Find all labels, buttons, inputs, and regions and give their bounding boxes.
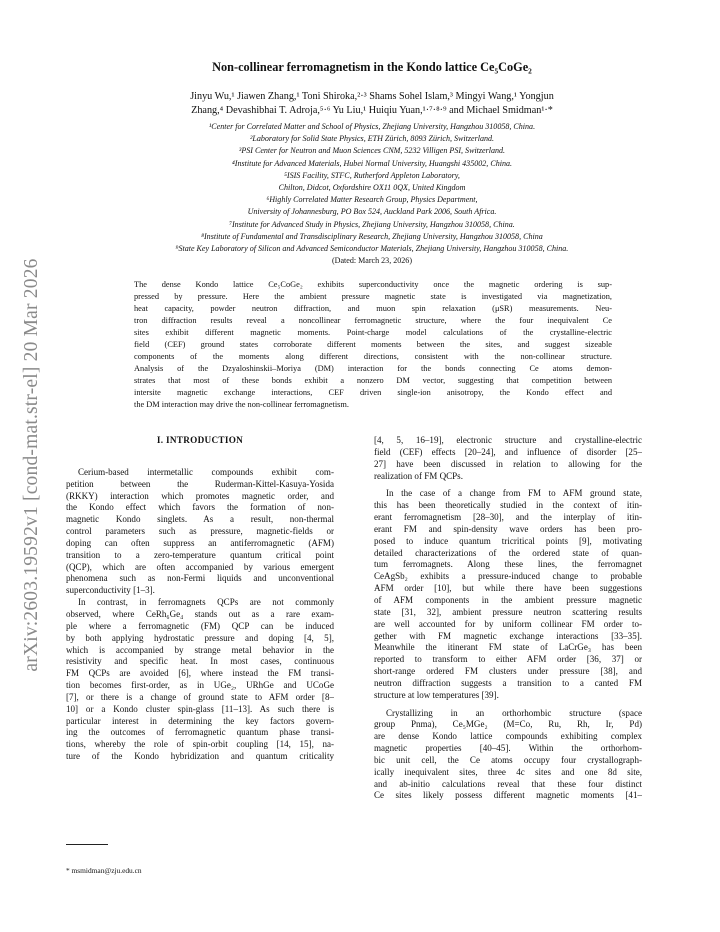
text-line: field (CEF) effects [20–24], and influence of disorder [25– <box>374 446 642 457</box>
text-line: doping can often suppress an antiferromagnetic (AFM) <box>66 537 334 548</box>
text-line: In contrast, in ferromagnets QCPs are not commonly <box>78 597 334 608</box>
abstract-line: tron diffraction results reveal a noncollinear ferromagnetic structure, where the four inequivalent Ce <box>134 315 612 325</box>
text-line: ing the outcomes of ferromagnetic quantum phase transi- <box>66 727 334 738</box>
text-line: ture of the Kondo hybridization and quantum criticality <box>66 751 334 762</box>
affiliation-line: ⁶Highly Correlated Matter Research Group, Physics Department, <box>266 195 478 205</box>
text-line: magnetic Kondo singlets. As a result, non-thermal <box>66 514 334 525</box>
text-line: reported to transform to either AFM order [36, 37] or <box>374 654 642 665</box>
affiliation-line: ⁵ISIS Facility, STFC, Rutherford Appleton Laboratory, <box>284 170 460 180</box>
abstract-line: pressed by pressure. Here the ambient pressure magnetic state is investigated via magnetization, <box>134 291 612 301</box>
paragraph <box>374 708 642 803</box>
text-line: 27] have been discussed in relation to allowing for the <box>374 458 642 469</box>
text-line: erant ferromagnetism [28–30], and the interplay of itin- <box>374 512 642 523</box>
text-line: are well accounted for by uniform collinear FM order to- <box>374 618 642 629</box>
text-line: which is accompanied by strange metal behavior in the <box>66 644 334 655</box>
text-line: Meanwhile the itinerant FM state of LaCrGe₃ has been <box>374 642 642 653</box>
text-line: posed to induce quantum tricritical points [9], motivating <box>374 535 642 546</box>
text-line: magnetic properties [40–45]. Within the orthorhom- <box>374 743 642 754</box>
text-line: (QCP), which are often accompanied by various emergent <box>66 561 334 572</box>
text-line: tum ferromagnets. Along these lines, the ferromagnet <box>374 559 642 570</box>
text-line: state [31, 32], ambient pressure neutron scattering results <box>374 606 642 617</box>
footnote-divider <box>66 844 108 845</box>
text-line: erant FM and spin-density wave orders has been pro- <box>374 523 642 534</box>
text-line: 10] or a Kondo cluster spin-glass [11–13]. As such there is <box>66 703 334 714</box>
author-line: Zhang,⁴ Devashibhai T. Adroja,⁵·⁶ Yu Liu,¹ Huiqiu Yuan,¹·⁷·⁸·⁹ and Michael Smidman¹·* <box>191 105 553 116</box>
text-line: Ce sites likely possess different magnetic moments [41– <box>374 790 642 801</box>
text-line: and ab-initio calculations reveal that these four distinct <box>374 778 642 789</box>
text-line: petition between the Ruderman-Kittel-Kasuya-Yosida <box>66 478 334 489</box>
arxiv-stamp <box>6 230 58 700</box>
text-line: tions, whereby the role of spin-orbit coupling [14, 15], na- <box>66 739 334 750</box>
text-line: [7], or there is a change of ground state to AFM order [8– <box>66 691 334 702</box>
affiliation-line: ¹Center for Correlated Matter and School of Physics, Zhejiang University, Hangzhou 310058, China. <box>208 122 536 131</box>
text-line: ple where a ferromagnetic (FM) QCP can be induced <box>66 620 334 631</box>
text-line: structure at low temperatures [39]. <box>374 689 499 700</box>
abstract-line: heat capacity, powder neutron diffraction, and muon spin relaxation (μSR) measurements. Neu- <box>134 303 612 313</box>
affiliation-line: Chilton, Didcot, Oxfordshire OX11 0QX, United Kingdom <box>278 183 466 193</box>
text-line: this has been theoretically studied in the context of itin- <box>374 500 642 511</box>
left-column <box>66 435 334 763</box>
affiliation-line: ⁸Institute of Fundamental and Transdisciplinary Research, Zhejiang University, Hangzhou 310058, China <box>201 231 543 241</box>
text-line: short-range ordered FM clusters under pressure [38], and <box>374 666 642 677</box>
author-line: Jinyu Wu,¹ Jiawen Zhang,¹ Toni Shiroka,²·³ Shams Sohel Islam,³ Mingyi Wang,¹ Yongjun <box>190 91 554 102</box>
paragraph <box>374 488 642 701</box>
abstract-line: The dense Kondo lattice Ce₅CoGe₂ exhibits superconductivity once the magnetic ordering is sup- <box>134 280 612 289</box>
right-column <box>374 435 642 802</box>
text-line: observed, where CeRh₆Ge₄ stands out as a rare exam- <box>66 608 334 619</box>
text-line: [4, 5, 16–19], electronic structure and crystalline-electric <box>374 435 642 445</box>
text-line: gether with FM magnetic exchange interactions [33–35]. <box>374 630 642 641</box>
text-line: of AFM components in the ambient pressure magnetic <box>374 594 642 605</box>
text-line: (RKKY) interaction which promotes magnetic order, and <box>66 490 334 501</box>
abstract-line: field (CEF) ground states corroborate different moments between the sites, and suggest sizeable <box>134 339 612 349</box>
text-line: Cerium-based intermetallic compounds exhibit com- <box>78 466 334 477</box>
text-line: control parameters such as pressure, magnetic-fields or <box>66 526 334 537</box>
text-line: group Pnma), Ce₅MGe₂ (M=Co, Ru, Rh, Ir, Pd) <box>374 719 642 730</box>
affiliation-line: ⁹State Key Laboratory of Silicon and Advanced Semiconductor Materials, Zhejiang University, Hangzhou 310058, China. <box>175 244 569 254</box>
abstract-line: components of the moments along different directions, consistent with the non-collinear structure. <box>134 351 612 361</box>
text-line: bic unit cell, the Ce atoms occupy four crystallograph- <box>374 754 642 765</box>
text-line: the Kondo effect which favors the formation of non- <box>66 502 334 513</box>
affiliation-line: ²Laboratory for Solid State Physics, ETH Zürich, 8093 Zürich, Switzerland. <box>249 134 495 144</box>
section-heading: I. INTRODUCTION <box>156 435 244 445</box>
text-line: phenomena such as non-Fermi liquids and unconventional <box>66 573 334 584</box>
text-line: tion becomes first-order, as in UGe₂, URhGe and UCoGe <box>66 680 334 691</box>
text-line: ically inequivalent sites, three 4c sites and one 8d site, <box>374 766 642 777</box>
abstract <box>134 279 612 410</box>
text-line: FM QCPs are avoided [6], where instead the FM transi- <box>66 668 334 679</box>
text-line: neutron diffraction suggests a transition to a canted FM <box>374 677 642 688</box>
text-line: particular interest in determining the key factors govern- <box>66 715 334 726</box>
text-line: realization of FM QCPs. <box>374 470 463 481</box>
author-list <box>92 90 652 118</box>
abstract-line: the DM interaction may drive the non-collinear ferromagnetism. <box>134 399 350 409</box>
text-line: are dense Kondo lattice compounds exhibiting complex <box>374 731 642 742</box>
text-line: by both applying hydrostatic pressure and doping [4, 5], <box>66 632 334 643</box>
text-line: transition to a zero-temperature quantum critical point <box>66 549 334 560</box>
affiliation-list <box>52 121 692 267</box>
paragraph <box>66 597 334 763</box>
affiliation-line: ³PSI Center for Neutron and Muon Sciences CNM, 5232 Villigen PSI, Switzerland. <box>238 146 506 156</box>
text-line: CeAgSb₂ exhibits a pressure-induced change to probable <box>374 571 642 582</box>
paragraph <box>374 435 642 482</box>
dated-line: (Dated: March 23, 2026) <box>332 256 412 266</box>
text-line: In the case of a change from FM to AFM ground state, <box>386 488 642 499</box>
affiliation-line: ⁷Institute for Advanced Study in Physics, Zhejiang University, Hangzhou 310058, China. <box>229 219 515 229</box>
text-line: AFM order [10], but while there have been suggestions <box>374 583 642 594</box>
text-line: detailed characterizations of the ordered state of quan- <box>374 547 642 558</box>
affiliation-line: ⁴Institute for Advanced Materials, Hubei Normal University, Huangshi 435002, China. <box>231 158 513 168</box>
footnote-email: * msmidman@zju.edu.cn <box>66 866 142 875</box>
paragraph <box>66 467 334 597</box>
text-line: resistivity and specific heat. In most cases, continuous <box>66 656 334 667</box>
arxiv-stamp-text: arXiv:2603.19592v1 [cond-mat.str-el] 20 Mar 2026 <box>21 258 42 672</box>
abstract-line: Analysis of the Dzyaloshinskii–Moriya (DM) interaction for the bonds connecting Ce atoms demon- <box>134 363 612 373</box>
abstract-line: sites exhibit different magnetic moments. Point-charge model calculations of the crystalline-electric <box>134 327 612 337</box>
abstract-line: intersite magnetic exchange interactions, CEF driven single-ion anisotropy, the Kondo effect and <box>134 387 612 397</box>
text-line: superconductivity [1–3]. <box>66 585 155 596</box>
text-line: Crystallizing in an orthorhombic structure (space <box>386 707 642 718</box>
affiliation-line: University of Johannesburg, PO Box 524, Auckland Park 2006, South Africa. <box>247 207 497 217</box>
paper-title: Non-collinear ferromagnetism in the Kondo lattice Ce₅CoGe₂ <box>212 60 532 74</box>
abstract-line: strates that most of these bonds exhibit a nonzero DM vector, suggesting that competition between <box>134 375 612 385</box>
